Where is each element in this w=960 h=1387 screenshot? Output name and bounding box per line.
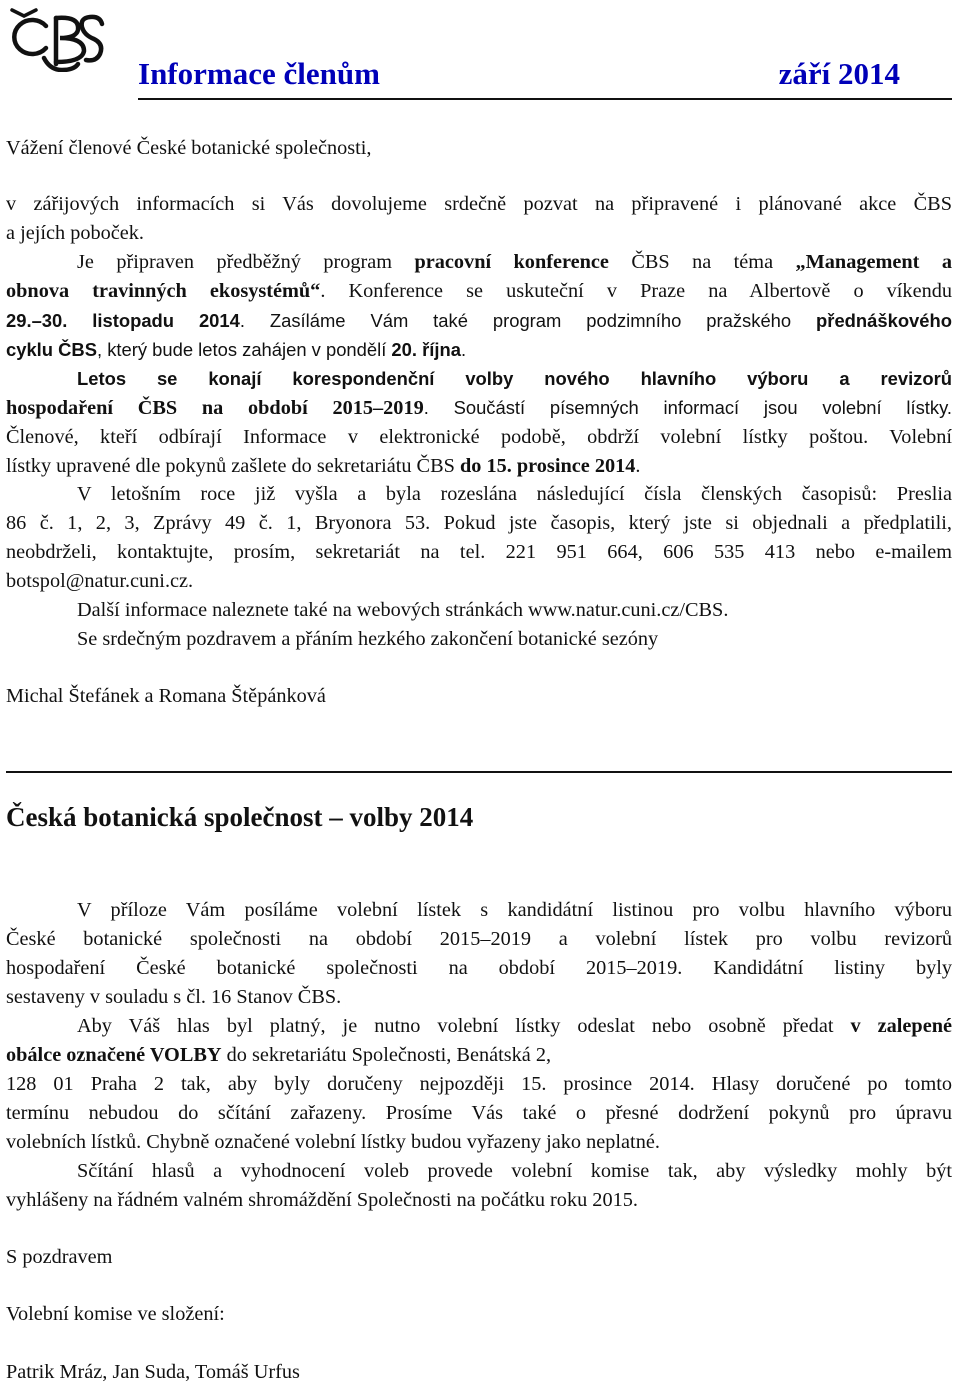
- header-divider: [138, 98, 952, 100]
- elections-line-3: Členové, kteří odbírají Informace v elektronické podobě, obdrží volební lístky poštou. Volební: [6, 426, 952, 448]
- vote-line-5: volebních lístků. Chybně označené volební lístky budou vyřazeny jako neplatné.: [6, 1131, 660, 1153]
- section-divider: [6, 771, 952, 773]
- elections-line-1: Letos se konají korespondenční volby nového hlavního výboru a revizorů: [77, 368, 952, 389]
- ballot-line-1: V příloze Vám posíláme volební lístek s kandidátní listinou pro volbu hlavního výboru: [77, 899, 952, 921]
- section-title: Česká botanická společnost – volby 2014: [6, 802, 474, 832]
- conference-line-3: 29.–30. listopadu 2014. Zasíláme Vám také program podzimního pražského přednáškového: [6, 310, 952, 331]
- conference-line-2: obnova travinných ekosystémů“. Konference se uskuteční v Praze na Albertově o víkendu: [6, 280, 952, 302]
- journals-line-1: V letošním roce již vyšla a byla rozeslána následující čísla členských časopisů: Preslia: [77, 483, 952, 505]
- intro-paragraph: [6, 190, 952, 248]
- elections-paragraph: [6, 364, 952, 481]
- signature: Michal Štefánek a Romana Štěpánková: [6, 685, 326, 707]
- header-date: září 2014: [778, 56, 900, 91]
- vote-line-4: termínu nebudou do sčítání zařazeny. Prosíme Vás také o přesné dodržení pokynů pro úpravu: [6, 1102, 952, 1124]
- intro-line-2: a jejích poboček.: [6, 222, 144, 244]
- vote-instructions-paragraph: [6, 1012, 952, 1157]
- website-paragraph: [6, 596, 952, 654]
- journals-line-3: neobdrželi, kontaktujte, prosím, sekretariát na tel. 221 951 664, 606 535 413 nebo e-mailem: [6, 541, 952, 563]
- ballot-line-4: sestaveny v souladu s čl. 16 Stanov ČBS.: [6, 986, 342, 1008]
- vote-line-2: obálce označené VOLBY do sekretariátu Společnosti, Benátská 2,: [6, 1044, 552, 1066]
- ballot-line-3: hospodaření České botanické společnosti na období 2015–2019. Kandidátní listiny byly: [6, 957, 952, 979]
- commission-label: Volební komise ve složení:: [6, 1303, 225, 1325]
- greeting: Vážení členové České botanické společnosti,: [6, 137, 372, 159]
- vote-line-3: 128 01 Praha 2 tak, aby byly doručeny nejpozději 15. prosince 2014. Hlasy doručené po tomto: [6, 1073, 952, 1095]
- vote-line-1: Aby Váš hlas byl platný, je nutno volební lístky odeslat nebo osobně předat v zalepené: [77, 1015, 952, 1037]
- journals-paragraph: [6, 480, 952, 596]
- website-line: Další informace naleznete také na webových stránkách www.natur.cuni.cz/CBS.: [77, 599, 729, 621]
- conference-line-1: Je připraven předběžný program pracovní konference ČBS na téma „Management a: [77, 251, 952, 273]
- conference-paragraph: [6, 248, 952, 364]
- elections-line-4: lístky upravené dle pokynů zašlete do sekretariátu ČBS do 15. prosince 2014.: [6, 455, 641, 477]
- counting-paragraph: [6, 1157, 952, 1215]
- elections-line-2: hospodaření ČBS na období 2015–2019. Součástí písemných informací jsou volební lístky.: [6, 397, 953, 419]
- counting-line-1: Sčítání hlasů a vyhodnocení voleb provede volební komise tak, aby výsledky mohly být: [77, 1160, 952, 1182]
- farewell-line: Se srdečným pozdravem a přáním hezkého zakončení botanické sezóny: [77, 628, 659, 650]
- conference-line-4: cyklu ČBS, který bude letos zahájen v pondělí 20. října.: [6, 339, 467, 360]
- commission-members: Patrik Mráz, Jan Suda, Tomáš Urfus: [6, 1361, 300, 1383]
- closing-greeting: S pozdravem: [6, 1246, 113, 1268]
- cbs-monogram-logo-icon: [4, 4, 106, 72]
- intro-line-1: v zářijových informacích si Vás dovolujeme srdečně pozvat na připravené i plánované akce ČBS: [6, 193, 952, 215]
- header-title: Informace členům: [138, 56, 380, 91]
- ballot-line-2: České botanické společnosti na období 2015–2019 a volební lístek pro volbu revizorů: [6, 928, 952, 950]
- journals-line-2: 86 č. 1, 2, 3, Zprávy 49 č. 1, Bryonora 53. Pokud jste časopis, který jste si objednali a předplatili,: [6, 512, 952, 534]
- journals-line-4: botspol@natur.cuni.cz.: [6, 570, 194, 592]
- counting-line-2: vyhlášeny na řádném valném shromáždění Společnosti na počátku roku 2015.: [6, 1189, 638, 1211]
- ballot-paragraph: [6, 896, 952, 1012]
